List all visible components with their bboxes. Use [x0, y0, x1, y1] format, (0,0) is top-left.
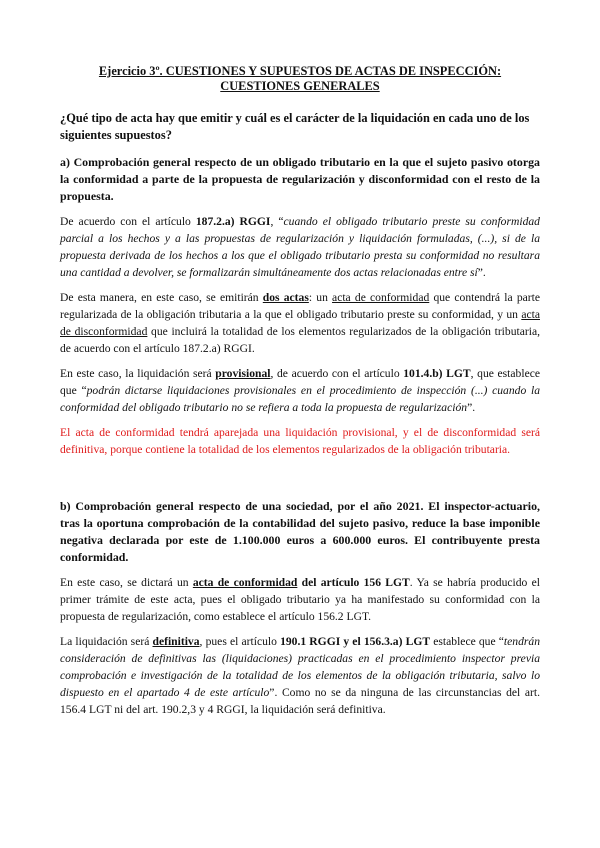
section-a-paragraph-1: De acuerdo con el artículo 187.2.a) RGGI, “cuando el obligado tributario preste su conformidad parcial a los hechos y a las propuestas de regularización y liquidación formuladas, (...), si de la propuesta derivada de los hechos a los que el obligado tributario presta su conformidad no resultara una cantidad a devolver, se formalizarán simultáneamente dos actas relacionadas entre sí”. [60, 215, 540, 279]
section-b-paragraph-1: En este caso, se dictará un acta de conformidad del artículo 156 LGT. Ya se habría producido el primer trámite de este acta, pues el obligado tributario ya ha manifestado su conformidad con la propuesta de regularización, como establece el artículo 156.2 LGT. [60, 576, 540, 623]
lgt-reference: 101.4.b) LGT [403, 367, 471, 380]
legal-quote: tendrán consideración de definitivas las (liquidaciones) practicadas en el procedimiento inspector previa comprobación e investigación de la totalidad de los elementos de la obligación tributaria, salvo lo dispuesto en el apartado 4 de este artículo [60, 635, 540, 699]
dos-actas-term: dos actas [262, 291, 309, 304]
acta-conformidad-term: acta de conformidad [192, 576, 298, 589]
main-question: ¿Qué tipo de acta hay que emitir y cuál es el carácter de la liquidación en cada uno de los siguientes supuestos? [60, 111, 530, 142]
section-a-paragraph-3: En este caso, la liquidación será provisional, de acuerdo con el artículo 101.4.b) LGT, que establece que “podrán dictarse liquidaciones provisionales en el procedimiento de inspección (...) cuando la conformidad del obligado tributario no se refiera a toda la propuesta de regularización”. [60, 367, 541, 414]
rggi-reference: 187.2.a) RGGI [195, 215, 271, 228]
provisional-term: provisional [215, 367, 271, 380]
document-page [60, 64, 540, 726]
definitiva-term: definitiva [152, 635, 200, 648]
section-a-heading: a) Comprobación general respecto de un obligado tributario en la que el sujeto pasivo otorga la conformidad a parte de la propuesta de regularización y disconformidad con el resto de la propuesta. [60, 155, 540, 203]
legal-quote: podrán dictarse liquidaciones provisionales en el procedimiento de inspección (...) cuando la conformidad del obligado tributario no se refiera a toda la propuesta de regularización [60, 384, 540, 414]
section-spacer [60, 466, 540, 498]
section-b-heading: b) Comprobación general respecto de una sociedad, por el año 2021. El inspector-actuario, tras la oportuna comprobación de la contabilidad del sujeto pasivo, reduce la base imponible negativa declarada por este de 1.100.000 euros a 600.000 euros. El contribuyente presta conformidad. [60, 499, 540, 564]
legal-quote: cuando el obligado tributario preste su conformidad parcial a los hechos y a las propuestas de regularización y liquidación formuladas, (...), si de la propuesta derivada de los hechos a los que el obligado tributario presta su conformidad no resultara una cantidad a devolver, se formalizarán simultáneamente dos actas relacionadas entre sí [60, 215, 540, 279]
acta-conformidad-term: acta de conformidad [332, 291, 430, 304]
rggi-lgt-reference: 190.1 RGGI y el 156.3.a) LGT [280, 635, 431, 648]
lgt-reference: del artículo 156 LGT [297, 576, 410, 589]
acta-disconformidad-term: acta de disconformidad [60, 308, 540, 338]
section-a-paragraph-2: De esta manera, en este caso, se emitirán dos actas: un acta de conformidad que contendrá la parte regularizada de la obligación tributaria a la que el obligado tributario preste su conformidad, y un acta de disconformidad que incluirá la totalidad de los elementos regularizados de la obligación tributaria, de acuerdo con el artículo 187.2.a) RGGI. [60, 291, 540, 355]
exercise-title [60, 64, 540, 94]
section-b-paragraph-2: La liquidación será definitiva, pues el artículo 190.1 RGGI y el 156.3.a) LGT establece que “tendrán consideración de definitivas las (liquidaciones) practicadas en el procedimiento inspector previa comprobación e investigación de la totalidad de los elementos de la obligación tributaria, salvo lo dispuesto en el apartado 4 de este artículo”. Como no se da ninguna de las circunstancias del art. 156.4 LGT ni del art. 190.2,3 y 4 RGGI, la liquidación será definitiva. [60, 635, 540, 716]
section-a-conclusion: El acta de conformidad tendrá aparejada una liquidación provisional, y el de disconformidad será definitiva, porque contiene la totalidad de los elementos regularizados de la obligación tributaria. [60, 426, 540, 456]
title-line-2: CUESTIONES GENERALES [220, 79, 380, 93]
title-line-1: Ejercicio 3º. CUESTIONES Y SUPUESTOS DE ACTAS DE INSPECCIÓN: [98, 64, 502, 78]
